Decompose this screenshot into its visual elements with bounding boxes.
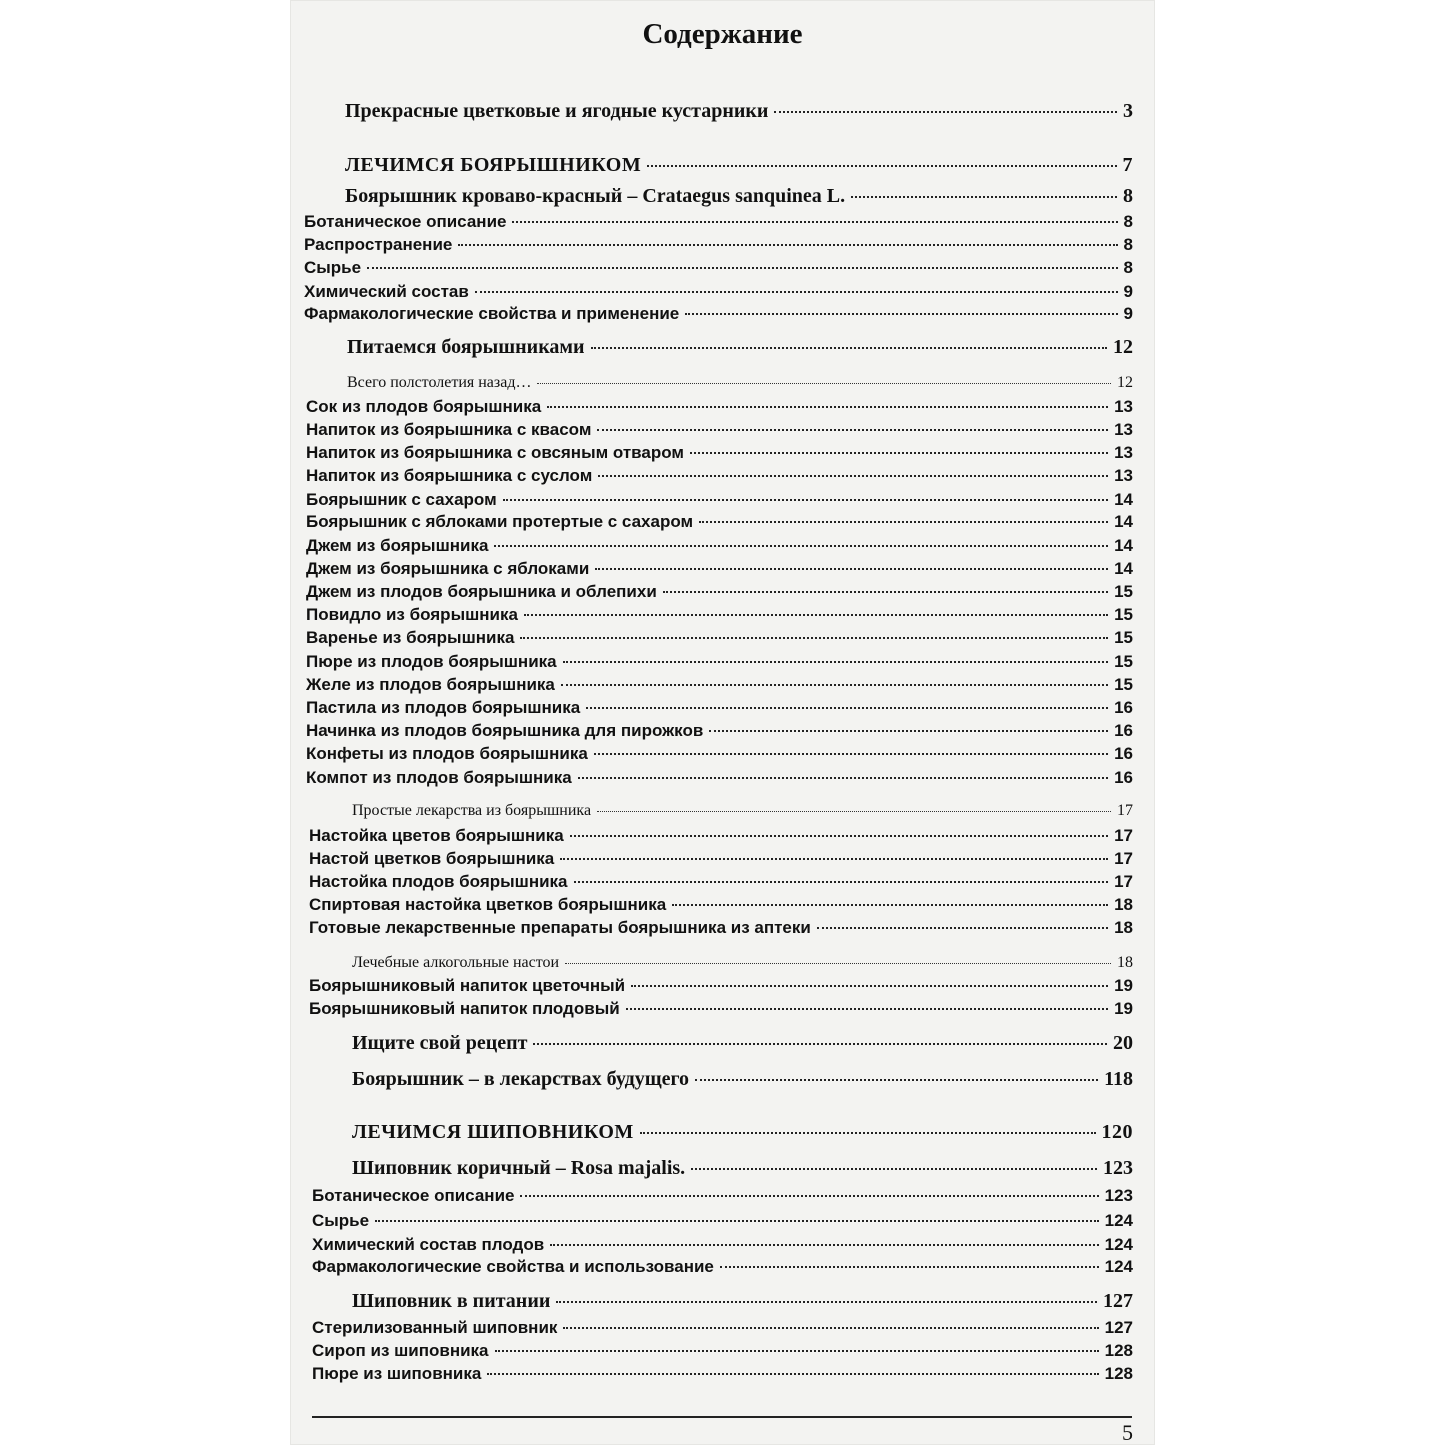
toc-entry: [306, 721, 1133, 741]
toc-entry: [345, 154, 1133, 177]
toc-leader-dots: [556, 1301, 1097, 1303]
toc-entry-page: 16: [1114, 744, 1133, 763]
toc-leader-dots: [524, 614, 1108, 616]
toc-entry-page: 124: [1104, 1235, 1133, 1254]
toc-leader-dots: [699, 521, 1108, 523]
toc-entry-title: Всего полстолетия назад…: [347, 374, 532, 391]
toc-entry-page: 13: [1114, 466, 1133, 485]
toc-entry-title: Напиток из боярышника с суслом: [306, 466, 593, 485]
toc-entry-page: 12: [1113, 336, 1133, 358]
toc-entry-title: Желе из плодов боярышника: [306, 675, 555, 694]
toc-entry: [306, 675, 1133, 695]
toc-entry-page: 128: [1104, 1341, 1133, 1360]
toc-entry: [306, 698, 1133, 718]
toc-entry-title: Питаемся боярышниками: [347, 336, 585, 358]
toc-leader-dots: [487, 1373, 1098, 1375]
toc-entry-title: Простые лекарства из боярышника: [352, 802, 592, 819]
toc-entry: [306, 397, 1133, 417]
toc-entry-title: Фармакологические свойства и использование: [312, 1257, 714, 1276]
toc-entry: [304, 282, 1133, 302]
toc-entry: [306, 536, 1133, 556]
toc-leader-dots: [685, 313, 1117, 315]
toc-entry-page: 123: [1103, 1157, 1133, 1179]
toc-entry-page: 8: [1123, 212, 1133, 231]
toc-entry: [306, 652, 1133, 672]
toc-entry-page: 14: [1114, 559, 1133, 578]
toc-leader-dots: [647, 165, 1116, 167]
toc-leader-dots: [574, 881, 1109, 883]
toc-leader-dots: [561, 684, 1108, 686]
toc-leader-dots: [626, 1008, 1108, 1010]
toc-entry: [309, 849, 1133, 869]
toc-leader-dots: [709, 730, 1108, 732]
toc-entry-title: Напиток из боярышника с овсяным отваром: [306, 443, 684, 462]
toc-entry-page: 15: [1114, 605, 1133, 624]
toc-entry-page: 13: [1114, 420, 1133, 439]
toc-entry-page: 128: [1104, 1364, 1133, 1383]
toc-entry-page: 19: [1114, 999, 1133, 1018]
page-number: 5: [1122, 1420, 1133, 1445]
toc-entry-page: 124: [1104, 1211, 1133, 1230]
toc-entry-title: Сироп из шиповника: [312, 1341, 489, 1360]
toc-entry-page: 18: [1114, 918, 1133, 937]
toc-leader-dots: [690, 452, 1108, 454]
toc-leader-dots: [595, 568, 1108, 570]
toc-entry-title: Джем из плодов боярышника и облепихи: [306, 582, 657, 601]
toc-leader-dots: [495, 1350, 1099, 1352]
toc-entry: [309, 918, 1133, 938]
toc-leader-dots: [663, 591, 1108, 593]
toc-entry: [312, 1364, 1133, 1384]
toc-entry-title: Шиповник в питании: [352, 1290, 551, 1312]
toc-entry-title: Варенье из боярышника: [306, 628, 515, 647]
toc-leader-dots: [563, 1327, 1098, 1329]
toc-entry: [304, 212, 1133, 232]
toc-entry-page: 12: [1117, 374, 1133, 391]
toc-entry-title: Спиртовая настойка цветков боярышника: [309, 895, 667, 914]
toc-entry: [312, 1235, 1133, 1255]
toc-entry-page: 17: [1114, 849, 1133, 868]
toc-entry-page: 18: [1114, 895, 1133, 914]
toc-leader-dots: [597, 429, 1108, 431]
toc-entry: [352, 954, 1133, 972]
toc-entry-page: 18: [1117, 954, 1133, 971]
toc-entry: [306, 512, 1133, 532]
toc-entry-page: 16: [1114, 768, 1133, 787]
toc-entry-page: 14: [1114, 490, 1133, 509]
toc-entry: [306, 605, 1133, 625]
toc-entry-title: Настойка плодов боярышника: [309, 872, 568, 891]
toc-entry-title: Джем из боярышника: [306, 536, 489, 555]
toc-leader-dots: [578, 777, 1108, 779]
page-title: Содержание: [642, 18, 803, 50]
toc-entry-title: Боярышник – в лекарствах будущего: [352, 1068, 690, 1090]
toc-entry-title: Боярышник с сахаром: [306, 490, 497, 509]
toc-leader-dots: [597, 811, 1111, 812]
toc-leader-dots: [533, 1043, 1107, 1045]
toc-entry: [306, 443, 1133, 463]
toc-entry-title: Сок из плодов боярышника: [306, 397, 542, 416]
toc-entry-title: Ищите свой рецепт: [352, 1032, 528, 1054]
toc-entry-title: Готовые лекарственные препараты боярышника из аптеки: [309, 918, 811, 937]
toc-entry-title: Пюре из плодов боярышника: [306, 652, 557, 671]
toc-entry: [312, 1186, 1133, 1206]
toc-entry-page: 13: [1114, 443, 1133, 462]
toc-leader-dots: [591, 347, 1107, 349]
toc-entry-title: Настой цветков боярышника: [309, 849, 555, 868]
toc-leader-dots: [594, 753, 1108, 755]
toc-entry: [312, 1341, 1133, 1361]
book-page: [290, 0, 1155, 1445]
toc-leader-dots: [475, 291, 1118, 293]
toc-leader-dots: [586, 707, 1108, 709]
toc-entry-page: 8: [1123, 258, 1133, 277]
toc-leader-dots: [537, 383, 1111, 384]
toc-entry: [347, 336, 1133, 359]
toc-entry: [312, 1211, 1133, 1231]
toc-entry-title: Напиток из боярышника с квасом: [306, 420, 592, 439]
toc-entry: [352, 802, 1133, 820]
toc-entry-page: 118: [1104, 1068, 1133, 1090]
toc-entry: [306, 490, 1133, 510]
toc-leader-dots: [570, 835, 1108, 837]
toc-entry: [345, 185, 1133, 208]
toc-entry: [309, 826, 1133, 846]
toc-entry-page: 8: [1123, 235, 1133, 254]
toc-entry-page: 16: [1114, 721, 1133, 740]
toc-entry-title: Боярышник кроваво-красный – Crataegus sanquinea L.: [345, 185, 846, 207]
toc-entry-title: Начинка из плодов боярышника для пирожков: [306, 721, 704, 740]
toc-entry: [306, 466, 1133, 486]
toc-entry-page: 14: [1114, 512, 1133, 531]
toc-entry-page: 7: [1122, 154, 1133, 176]
toc-leader-dots: [550, 1244, 1098, 1246]
toc-entry-title: Настойка цветов боярышника: [309, 826, 564, 845]
toc-leader-dots: [672, 904, 1108, 906]
toc-entry: [309, 976, 1133, 996]
toc-leader-dots: [691, 1168, 1097, 1170]
toc-entry: [352, 1290, 1133, 1313]
toc-entry-title: Пюре из шиповника: [312, 1364, 482, 1383]
toc-entry: [304, 235, 1133, 255]
toc-entry-title: ЛЕЧИМСЯ ШИПОВНИКОМ: [352, 1121, 634, 1143]
toc-leader-dots: [503, 499, 1108, 501]
toc-entry-page: 17: [1114, 872, 1133, 891]
toc-leader-dots: [512, 221, 1117, 223]
toc-entry-page: 127: [1104, 1318, 1133, 1337]
toc-entry: [304, 258, 1133, 278]
toc-leader-dots: [851, 196, 1117, 198]
toc-entry-title: Пастила из плодов боярышника: [306, 698, 581, 717]
toc-entry: [352, 1121, 1133, 1144]
toc-entry: [309, 895, 1133, 915]
toc-leader-dots: [631, 985, 1108, 987]
toc-entry: [309, 999, 1133, 1019]
toc-leader-dots: [375, 1220, 1099, 1222]
toc-entry-title: Ботаническое описание: [304, 212, 507, 231]
toc-entry: [352, 1157, 1133, 1180]
toc-entry: [312, 1318, 1133, 1338]
toc-leader-dots: [560, 858, 1108, 860]
toc-entry-title: Распространение: [304, 235, 453, 254]
toc-leader-dots: [598, 475, 1108, 477]
toc-entry-title: Боярышниковый напиток цветочный: [309, 976, 626, 995]
toc-leader-dots: [817, 927, 1108, 929]
toc-entry-page: 19: [1114, 976, 1133, 995]
toc-leader-dots: [520, 1195, 1098, 1197]
toc-entry-page: 9: [1123, 304, 1133, 323]
toc-entry-title: Боярышниковый напиток плодовый: [309, 999, 620, 1018]
toc-entry: [306, 744, 1133, 764]
toc-entry-page: 15: [1114, 582, 1133, 601]
toc-leader-dots: [565, 963, 1111, 964]
toc-entry-page: 9: [1123, 282, 1133, 301]
toc-leader-dots: [774, 111, 1117, 113]
toc-entry-title: Джем из боярышника с яблоками: [306, 559, 590, 578]
toc-entry-page: 120: [1101, 1121, 1133, 1143]
toc-entry-title: Компот из плодов боярышника: [306, 768, 572, 787]
toc-entry-title: Повидло из боярышника: [306, 605, 518, 624]
toc-entry-title: Фармакологические свойства и применение: [304, 304, 680, 323]
toc-entry-page: 14: [1114, 536, 1133, 555]
toc-entry: [306, 628, 1133, 648]
toc-entry-page: 8: [1123, 185, 1133, 207]
toc-entry: [312, 1257, 1133, 1277]
toc-entry: [347, 374, 1133, 392]
toc-entry-title: Прекрасные цветковые и ягодные кустарники: [345, 100, 769, 122]
toc-entry: [306, 559, 1133, 579]
toc-leader-dots: [563, 661, 1108, 663]
toc-leader-dots: [520, 637, 1108, 639]
toc-entry-page: 13: [1114, 397, 1133, 416]
toc-entry-page: 127: [1103, 1290, 1133, 1312]
toc-entry: [352, 1068, 1133, 1091]
toc-entry-page: 20: [1113, 1032, 1133, 1054]
toc-leader-dots: [458, 244, 1117, 246]
toc-leader-dots: [547, 406, 1108, 408]
toc-entry-title: Лечебные алкогольные настои: [352, 954, 560, 971]
toc-entry-page: 3: [1123, 100, 1133, 122]
toc-entry-title: Химический состав плодов: [312, 1235, 545, 1254]
toc-entry-title: Сырье: [304, 258, 362, 277]
toc-entry-title: Ботаническое описание: [312, 1186, 515, 1205]
toc-entry-page: 15: [1114, 675, 1133, 694]
toc-entry-page: 17: [1117, 802, 1133, 819]
toc-entry-title: ЛЕЧИМСЯ БОЯРЫШНИКОМ: [345, 154, 642, 176]
footer-rule: [312, 1416, 1132, 1418]
toc-leader-dots: [367, 267, 1117, 269]
toc-entry: [309, 872, 1133, 892]
toc-entry-title: Стерилизованный шиповник: [312, 1318, 558, 1337]
toc-entry: [304, 304, 1133, 324]
toc-entry-page: 15: [1114, 652, 1133, 671]
toc-entry-page: 15: [1114, 628, 1133, 647]
toc-entry-page: 123: [1104, 1186, 1133, 1205]
toc-entry: [306, 582, 1133, 602]
toc-entry-page: 16: [1114, 698, 1133, 717]
toc-entry-title: Боярышник с яблоками протертые с сахаром: [306, 512, 694, 531]
toc-entry: [306, 420, 1133, 440]
toc-leader-dots: [720, 1266, 1099, 1268]
toc-entry-page: 124: [1104, 1257, 1133, 1276]
toc-entry: [306, 768, 1133, 788]
toc-entry-title: Сырье: [312, 1211, 370, 1230]
toc-leader-dots: [695, 1079, 1098, 1081]
toc-leader-dots: [494, 545, 1108, 547]
toc-entry: [352, 1032, 1133, 1055]
toc-entry-title: Шиповник коричный – Rosa majalis.: [352, 1157, 686, 1179]
toc-entry-title: Конфеты из плодов боярышника: [306, 744, 588, 763]
toc-entry-title: Химический состав: [304, 282, 469, 301]
toc-entry-page: 17: [1114, 826, 1133, 845]
toc-leader-dots: [640, 1132, 1096, 1134]
toc-entry: [345, 100, 1133, 123]
